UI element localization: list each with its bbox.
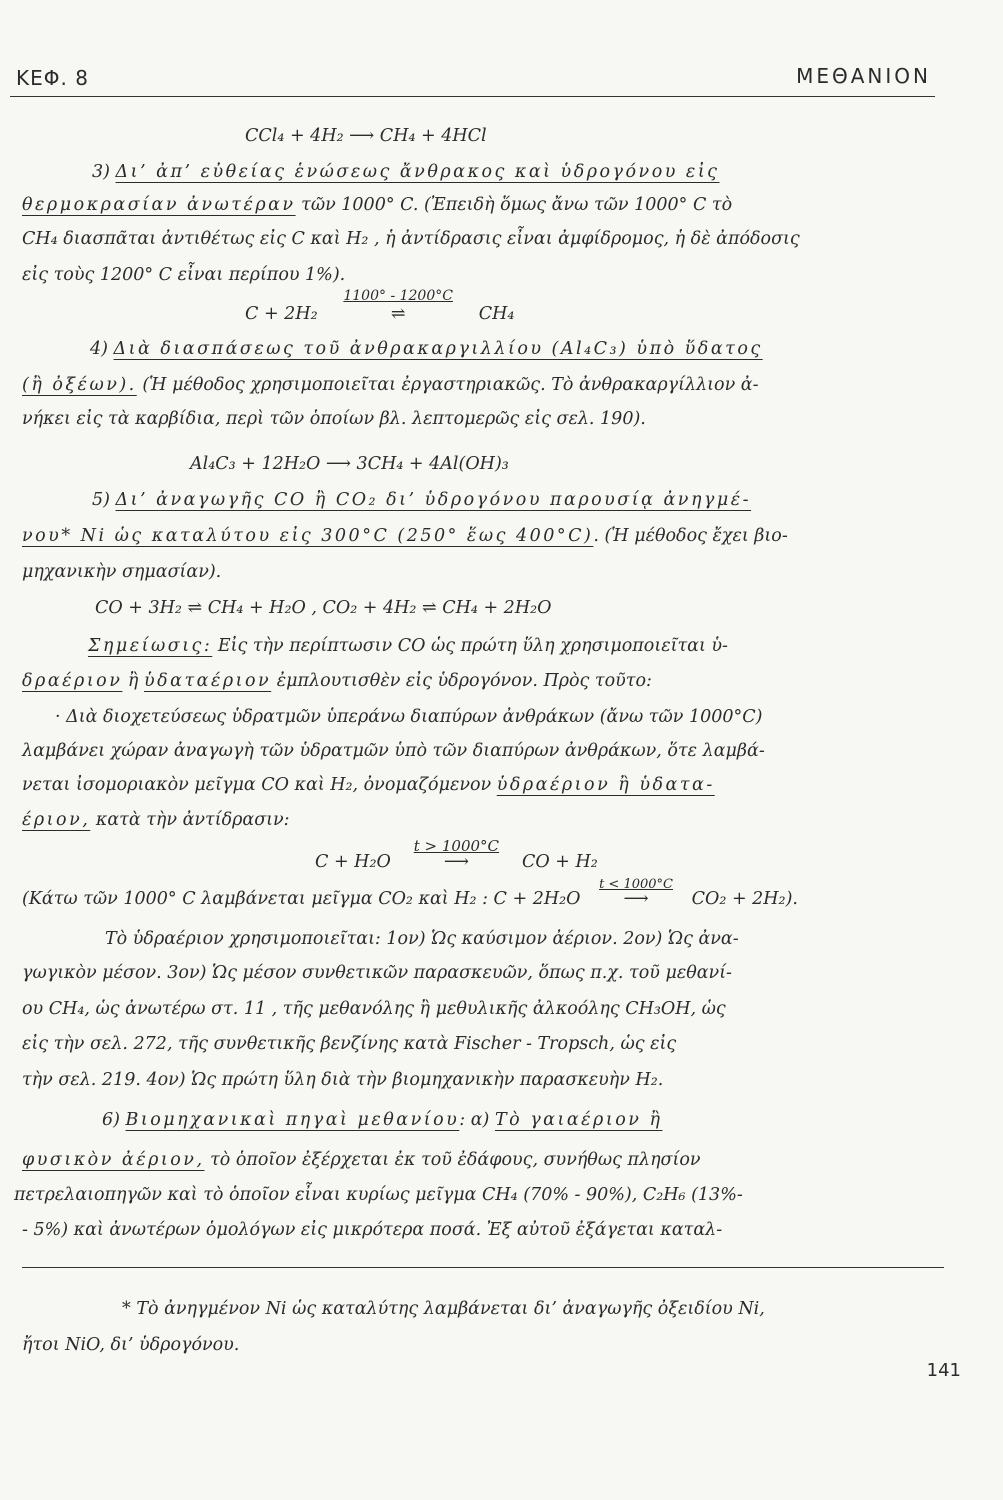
chapter-label: ΚΕΦ. 8	[16, 66, 89, 90]
section-number: 3)	[92, 162, 116, 182]
section-heading: Δι’ ἀναγωγῆς CO ἢ CO₂ δι’ ὑδρογόνου παρουσίᾳ ἀνηγμέ-	[115, 490, 752, 510]
section-5-line-3: μηχανικὴν σημασίαν).	[22, 562, 222, 582]
text-span: (Κάτω τῶν 1000° C λαμβάνεται μεῖγμα CO₂ καὶ H₂ : C + 2H₂O	[22, 889, 581, 909]
section-heading: θερμοκρασίαν ἀνωτέραν	[22, 195, 296, 215]
note-line-3: · Διὰ διοχετεύσεως ὑδρατμῶν ὑπεράνω διαπύρων ἀνθράκων (ἄνω τῶν 1000°C)	[55, 707, 763, 727]
section-4-line-2	[22, 373, 962, 397]
equation-c-h2	[245, 288, 515, 326]
section-6-line-4: - 5%) καὶ ἀνωτέρων ὁμολόγων εἰς μικρότερα ποσά. Ἐξ αὐτοῦ ἐξάγεται καταλ-	[22, 1220, 723, 1240]
eq-arrow	[586, 877, 686, 911]
section-4-line-3: νήκει εἰς τὰ καρβίδια, περὶ τῶν ὁποίων βλ. λεπτομερῶς εἰς σελ. 190).	[22, 409, 646, 429]
section-6-line-2	[22, 1148, 962, 1172]
arrow-right-icon: ⟶	[623, 889, 649, 909]
equation-al4c3: Al₄C₃ + 12H₂O ⟶ 3CH₄ + 4Al(OH)₃	[190, 454, 509, 474]
section-number: 6)	[102, 1110, 126, 1130]
uses-line-3: ου CH₄, ὡς ἀνωτέρω στ. 11 , τῆς μεθανόλης ἢ μεθυλικῆς ἀλκοόλης CH₃OH, ὡς	[22, 999, 726, 1019]
equation-water-gas	[315, 837, 598, 874]
section-heading: Διὰ διασπάσεως τοῦ ἀνθρακαργιλλίου (Al₄C₃) ὑπὸ ὕδατος	[113, 339, 763, 359]
eq-arrow	[323, 288, 473, 326]
uses-line-4: εἰς τὴν σελ. 272, τῆς συνθετικῆς βενζίνης κατὰ Fischer - Tropsch, ὡς εἰς	[22, 1034, 677, 1054]
eq-right: CO + H₂	[521, 852, 598, 872]
page-title: ΜΕΘΑΝΙΟΝ	[796, 64, 931, 88]
note-line-1	[88, 634, 1003, 658]
eq-left: C + H₂O	[315, 852, 391, 872]
uses-line-5: τὴν σελ. 219. 4ον) Ὡς πρώτη ὕλη διὰ τὴν βιομηχανικὴν παρασκευὴν H₂.	[22, 1070, 664, 1090]
text-span: ἐμπλουτισθὲν εἰς ὑδρογόνον. Πρὸς τοῦτο:	[271, 671, 652, 691]
text-span: νεται ἰσομοριακὸν μεῖγμα CO καὶ H₂, ὀνομαζόμενον	[22, 775, 497, 795]
section-4-line-1	[90, 337, 1003, 361]
underlined-term: δραέριον	[22, 671, 123, 691]
header-rule	[10, 96, 935, 97]
text-span: : α)	[459, 1110, 495, 1130]
text-span: τῶν 1000° C. (Ἐπειδὴ ὅμως ἄνω τῶν 1000° C τὸ	[295, 195, 733, 215]
text-span: ἢ	[122, 671, 144, 691]
equation-ccl4: CCl₄ + 4H₂ ⟶ CH₄ + 4HCl	[245, 126, 487, 146]
eq-condition: t < 1000°C	[599, 877, 673, 892]
section-number: 5)	[92, 490, 116, 510]
note-line-5	[22, 773, 962, 797]
section-heading: νου* Ni ὡς καταλύτου εἰς 300°C (250° ἕως 400°C)	[22, 526, 594, 546]
text-span: κατὰ τὴν ἀντίδρασιν:	[90, 810, 290, 830]
note-line-4: λαμβάνει χώραν ἀναγωγὴ τῶν ὑδρατμῶν ὑπὸ τῶν διαπύρων ἀνθράκων, ὅτε λαμβά-	[22, 741, 765, 761]
underlined-term: έριον,	[22, 810, 91, 830]
section-heading: Βιομηχανικαὶ πηγαὶ μεθανίου	[125, 1110, 460, 1130]
page-number: 141	[926, 1360, 961, 1381]
section-3-line-1	[92, 160, 1003, 184]
underlined-term: φυσικὸν ἀέριον,	[22, 1150, 205, 1170]
eq-right: CH₄	[478, 304, 515, 324]
below-1000-line	[22, 877, 962, 911]
eq-left: C + 2H₂	[245, 304, 318, 324]
section-5-line-2	[22, 524, 962, 548]
text-span: τὸ ὁποῖον ἐξέρχεται ἐκ τοῦ ἐδάφους, συνήθως πλησίον	[204, 1150, 701, 1170]
footnote-line-1: * Τὸ ἀνηγμένον Ni ὡς καταλύτης λαμβάνεται δι’ ἀναγωγῆς ὀξειδίου Ni,	[122, 1299, 765, 1319]
text-span: Εἰς τὴν περίπτωσιν CO ὡς πρώτη ὕλη χρησιμοποιεῖται ὑ-	[212, 636, 728, 656]
section-3-line-4: εἰς τοὺς 1200° C εἶναι περίπου 1%).	[22, 265, 346, 285]
text-span: . (Ἡ μέθοδος ἔχει βιο-	[593, 526, 788, 546]
uses-line-2: γωγικὸν μέσον. 3ον) Ὡς μέσον συνθετικῶν παρασκευῶν, ὅπως π.χ. τοῦ μεθανί-	[22, 963, 732, 983]
footnote-rule	[22, 1267, 944, 1268]
eq-condition: 1100° - 1200°C	[343, 288, 453, 304]
footnote-line-2: ἤτοι NiO, δι’ ὑδρογόνου.	[22, 1335, 240, 1355]
section-3-line-3: CH₄ διασπᾶται ἀντιθέτως εἰς C καὶ H₂ , ἡ ἀντίδρασις εἶναι ἀμφίδρομος, ἡ δὲ ἀπόδοσις	[22, 229, 800, 249]
eq-arrow	[396, 837, 516, 874]
eq-condition: t > 1000°C	[413, 837, 500, 855]
section-6-line-1	[102, 1108, 1003, 1132]
text-span: (Ἡ μέθοδος χρησιμοποιεῖται ἐργαστηριακῶς. Τὸ ἀνθρακαργίλλιον ἀ-	[136, 375, 759, 395]
section-5-line-1	[92, 488, 1003, 512]
section-3-line-2	[22, 193, 962, 217]
uses-line-1: Τὸ ὑδραέριον χρησιμοποιεῖται: 1ον) Ὡς καύσιμον ἀέριον. 2ον) Ὡς ἀνα-	[105, 929, 739, 949]
section-heading: Δι’ ἀπ’ εὐθείας ἑνώσεως ἄνθρακος καὶ ὑδρογόνου εἰς	[115, 162, 720, 182]
note-line-6	[22, 808, 962, 832]
text-span: CO₂ + 2H₂).	[691, 889, 798, 909]
equation-co-reduction: CO + 3H₂ ⇌ CH₄ + H₂O , CO₂ + 4H₂ ⇌ CH₄ + 2H₂O	[95, 598, 552, 618]
note-heading: Σημείωσις:	[88, 636, 213, 656]
equilibrium-arrow-icon: ⇌	[390, 304, 406, 324]
underlined-term: Τὸ γαιαέριον ἢ	[494, 1110, 663, 1130]
note-line-2	[22, 669, 962, 693]
section-6-line-3: πετρελαιοπηγῶν καὶ τὸ ὁποῖον εἶναι κυρίως μεῖγμα CH₄ (70% - 90%), C₂H₆ (13%-	[14, 1185, 743, 1205]
section-number: 4)	[90, 339, 114, 359]
arrow-right-icon: ⟶	[443, 852, 469, 872]
underlined-term: ὑδραέριον ἢ ὑδατα-	[496, 775, 715, 795]
underlined-term: ὑδαταέριον	[143, 671, 272, 691]
section-heading: (ἢ ὀξέων).	[22, 375, 137, 395]
